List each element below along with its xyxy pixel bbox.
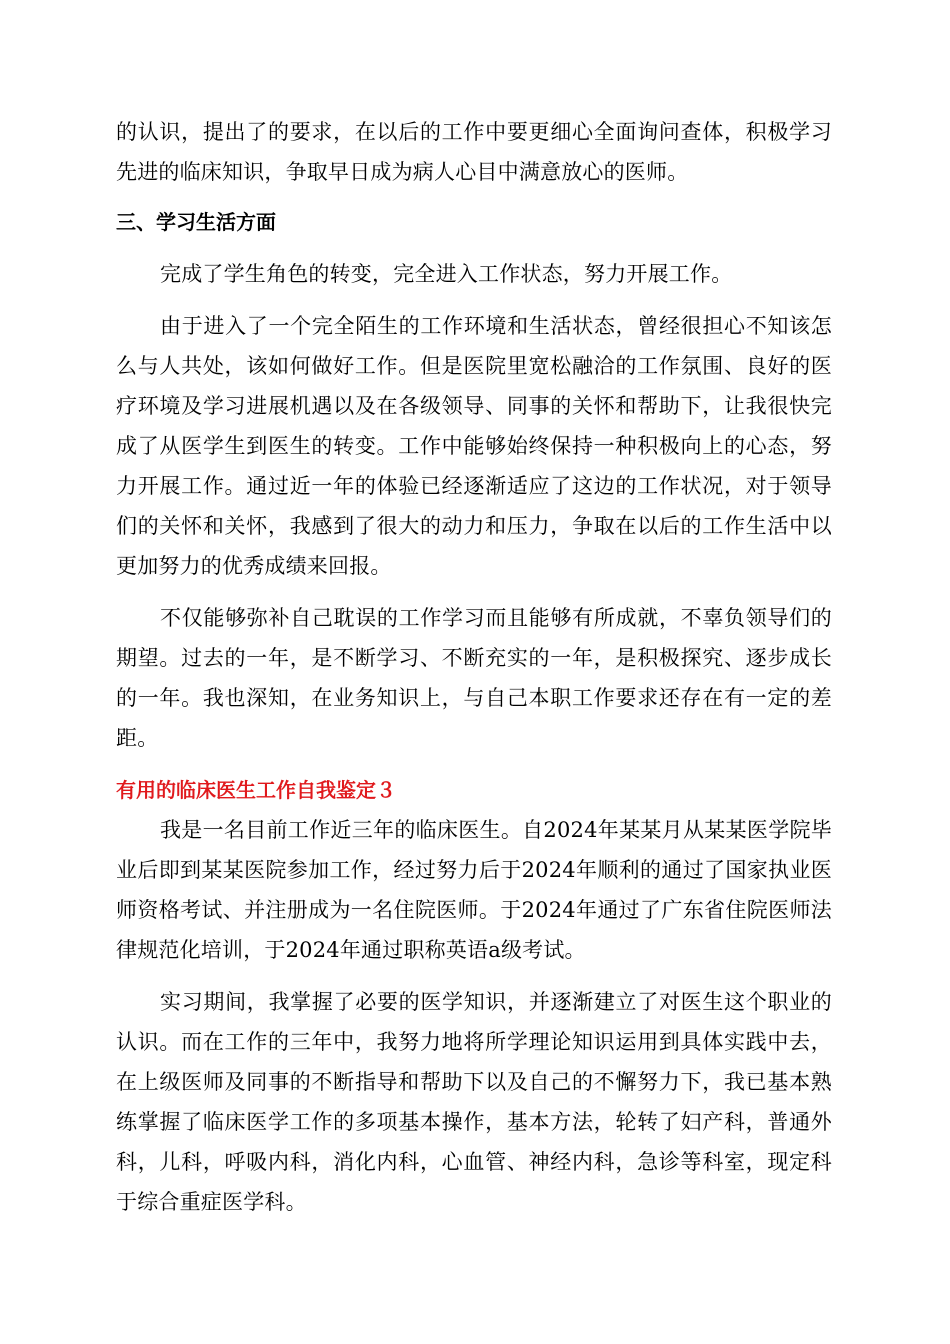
paragraph-continuation: 的认识，提出了的要求，在以后的工作中要更细心全面询问查体，积极学习先进的临床知识，争取早日成为病人心目中满意放心的医师。 xyxy=(116,120,832,184)
paragraph-role-change: 完成了学生角色的转变，完全进入工作状态，努力开展工作。 xyxy=(160,262,733,286)
section-heading-study-life: 三、学习生活方面 xyxy=(116,210,276,234)
paragraph-introduction: 我是一名目前工作近三年的临床医生。自2024年某某月从某某医学院毕业后即到某某医院参加工作，经过努力后于2024年顺利的通过了国家执业医师资格考试、并注册成为一名住院医师。于2024年通过了广东省住院医师法律规范化培训，于2024年通过职称英语a级考试。 xyxy=(116,818,832,962)
paragraph-achievement: 不仅能够弥补自己耽误的工作学习而且能够有所成就，不辜负领导们的期望。过去的一年，是不断学习、不断充实的一年，是积极探究、逐步成长的一年。我也深知，在业务知识上，与自己本职工作要求还存在有一定的差距。 xyxy=(116,606,832,750)
article-title-3: 有用的临床医生工作自我鉴定３ xyxy=(116,778,396,802)
document-body xyxy=(116,112,832,1222)
paragraph-work-environment: 由于进入了一个完全陌生的工作环境和生活状态，曾经很担心不知该怎么与人共处，该如何做好工作。但是医院里宽松融洽的工作氛围、良好的医疗环境及学习进展机遇以及在各级领导、同事的关怀和帮助下，让我很快完成了从医学生到医生的转变。工作中能够始终保持一种积极向上的心态，努力开展工作。通过近一年的体验已经逐渐适应了这边的工作状况，对于领导们的关怀和关怀，我感到了很大的动力和压力，争取在以后的工作生活中以更加努力的优秀成绩来回报。 xyxy=(116,314,832,578)
paragraph-internship: 实习期间，我掌握了必要的医学知识，并逐渐建立了对医生这个职业的认识。而在工作的三年中，我努力地将所学理论知识运用到具体实践中去，在上级医师及同事的不断指导和帮助下以及自己的不懈努力下，我已基本熟练掌握了临床医学工作的多项基本操作，基本方法，轮转了妇产科，普通外科，儿科，呼吸内科，消化内科，心血管、神经内科，急诊等科室，现定科于综合重症医学科。 xyxy=(116,990,832,1214)
